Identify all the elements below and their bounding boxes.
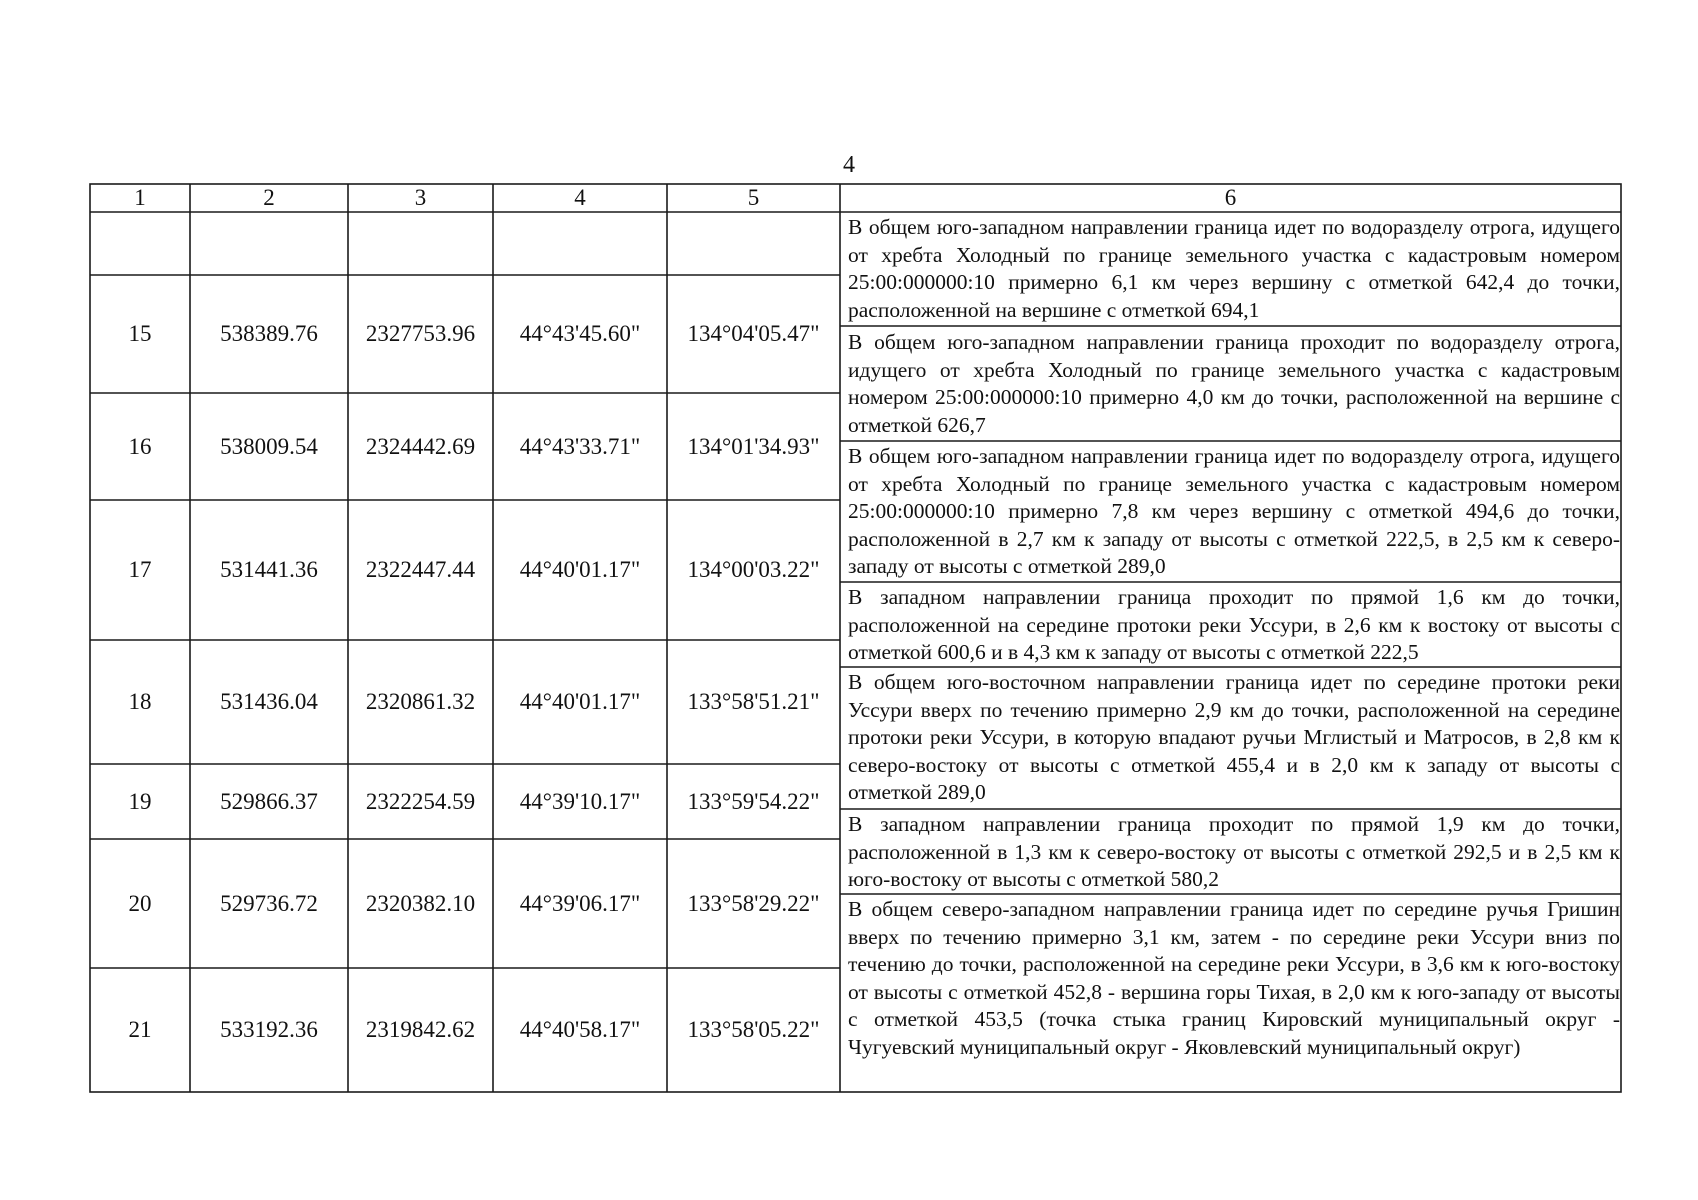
point-number: 17 <box>128 557 152 582</box>
latitude: 44°43'45.60" <box>519 321 641 346</box>
point-number: 15 <box>128 321 152 346</box>
longitude: 134°01'34.93" <box>687 433 820 459</box>
point-number: 21 <box>128 1017 152 1042</box>
longitude: 133°58'29.22" <box>687 890 820 916</box>
boundary-description: В общем юго-западном направлении граница идет по водоразделу отрога, идущего от хребта Холодный по границе земельного участка с кадастровым номером 25:00:000000:10 примерно 6,1 км через вершину с отметкой 642,4 до точки, расположенной на вершине с отметкой 694,1 <box>848 215 1620 322</box>
page-number: 4 <box>843 152 855 178</box>
coord-x: 538389.76 <box>220 321 318 346</box>
point-number: 16 <box>128 433 152 459</box>
boundary-description: В западном направлении граница проходит по прямой 1,9 км до точки, расположенной в 1,3 км к северо-востоку от высоты с отметкой 292,5 и в 2,5 км к юго-востоку от высоты с отметкой 580,2 <box>848 812 1620 892</box>
latitude: 44°40'01.17" <box>519 689 641 714</box>
coord-y: 2327753.96 <box>365 321 476 346</box>
header-col-3: 3 <box>414 185 427 210</box>
coord-x: 529736.72 <box>220 890 318 916</box>
coord-x: 531436.04 <box>220 689 318 714</box>
boundary-description: В общем северо-западном направлении граница идет по середине ручья Гришин вверх по течению примерно 3,1 км, затем - по середине реки Уссури вниз по течению до точки, расположенной на середине реки Уссури, в 3,6 км к юго-востоку от высоты с отметкой 452,8 - вершина горы Тихая, в 2,0 км к юго-западу от высоты с отметкой 453,5 (точка стыка границ Кировский муниципальный округ - Чугуевский муниципальный округ - Яковлевский муниципальный округ) <box>848 897 1620 1059</box>
latitude: 44°43'33.71" <box>519 433 641 459</box>
header-col-4: 4 <box>574 185 586 210</box>
header-col-5: 5 <box>747 185 760 210</box>
latitude: 44°39'10.17" <box>519 788 641 814</box>
longitude: 133°58'51.21" <box>687 689 820 714</box>
latitude: 44°40'58.17" <box>519 1017 641 1042</box>
coord-x: 531441.36 <box>220 557 318 582</box>
latitude: 44°40'01.17" <box>519 557 641 582</box>
coord-y: 2320861.32 <box>365 689 476 714</box>
coord-x: 529866.37 <box>220 788 318 814</box>
boundary-description: В западном направлении граница проходит по прямой 1,6 км до точки, расположенной на середине протоки реки Уссури, в 2,6 км к востоку от высоты с отметкой 600,6 и в 4,3 км к западу от высоты с отметкой 222,5 <box>848 585 1620 665</box>
longitude: 133°59'54.22" <box>687 788 820 814</box>
latitude: 44°39'06.17" <box>519 890 641 916</box>
header-col-6: 6 <box>1224 185 1237 210</box>
header-col-1: 1 <box>134 185 146 210</box>
point-number: 20 <box>128 890 152 916</box>
coord-x: 533192.36 <box>220 1017 318 1042</box>
point-number: 18 <box>128 689 152 714</box>
header-col-2: 2 <box>263 185 275 210</box>
coord-x: 538009.54 <box>220 433 318 459</box>
coord-y: 2322254.59 <box>365 788 476 814</box>
boundary-description: В общем юго-западном направлении граница проходит по водоразделу отрога, идущего от хребта Холодный по границе земельного участка с кадастровым номером 25:00:000000:10 примерно 4,0 км до точки, расположенной на вершине с отметкой 626,7 <box>848 330 1620 437</box>
coord-y: 2324442.69 <box>365 433 476 459</box>
point-number: 19 <box>128 788 152 814</box>
longitude: 134°00'03.22" <box>687 557 820 582</box>
boundary-description: В общем юго-восточном направлении граница идет по середине протоки реки Уссури вверх по течению примерно 2,9 км до точки, расположенной на середине протоки реки Уссури, в которую впадают ручьи Мглистый и Матросов, в 2,8 км к северо-востоку от высоты с отметкой 455,4 и в 2,0 км к западу от высоты с отметкой 289,0 <box>848 670 1620 805</box>
coord-y: 2320382.10 <box>365 890 476 916</box>
boundary-description: В общем юго-западном направлении граница идет по водоразделу отрога, идущего от хребта Холодный по границе земельного участка с кадастровым номером 25:00:000000:10 примерно 7,8 км через вершину с отметкой 494,6 до точки, расположенной в 2,7 км к западу от высоты с отметкой 222,5, в 2,5 км к северо-западу от высоты с отметкой 289,0 <box>848 444 1620 579</box>
longitude: 134°04'05.47" <box>687 321 820 346</box>
coord-y: 2322447.44 <box>365 557 476 582</box>
longitude: 133°58'05.22" <box>687 1017 820 1042</box>
coord-y: 2319842.62 <box>365 1017 476 1042</box>
